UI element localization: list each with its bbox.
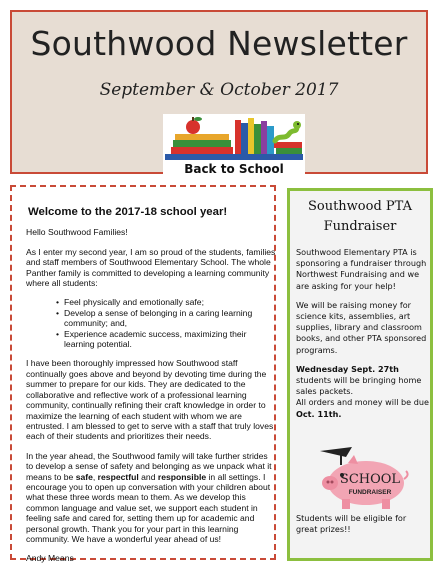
paragraph-text: and (138, 471, 158, 482)
pta-date-bold: Wednesday Sept. 27th (296, 363, 399, 374)
paragraph-text: in all settings. I encourage you to open up conversation with your children about what these three words mean to them. As we develop this common language and value set, we support each student in feeling safe and cared for, setting them up for academic and personal growth. Thank you for your part in this learning community. We have a wonderful year ahead of us! (26, 471, 271, 544)
back-to-school-image (163, 114, 305, 178)
list-item: • Feel physically and emotionally safe; (26, 297, 276, 307)
pta-date (296, 364, 430, 375)
piggy-bank-image (312, 445, 412, 515)
pig-subword: FUNDRAISER (348, 489, 392, 496)
pta-paragraph-4: All orders and money will be due (296, 397, 429, 408)
principal-letter (10, 185, 276, 564)
pta-fundraiser-box (287, 188, 433, 561)
word-safe: safe (75, 471, 93, 482)
piggy-bank-icon (312, 445, 412, 515)
pta-title (290, 197, 430, 237)
letter-paragraph-3 (26, 451, 276, 545)
pig-word: SCHOOL (339, 472, 401, 487)
page-title: Southwood Newsletter (30, 24, 408, 63)
back-to-school-caption: Back to School (184, 162, 284, 176)
welcome-heading: Welcome to the 2017-18 school year! (28, 206, 228, 218)
letter-paragraph-2: I have been thoroughly impressed how Southwood staff continually goes above and beyond by devoting time during the summer to prepare for our kids. They are dedicated to the collaborative and reflective work of a professional learning community, continually refining their craft knowledge in order to maximize the learning of each student with whom we are entrusted. I am blessed to get to serve with a staff that truly loves each of their students and prioritizes their needs. (26, 358, 274, 442)
newsletter-header (10, 10, 428, 174)
pta-body (296, 247, 430, 428)
books-apple-worm-icon (163, 114, 305, 166)
letter-paragraph-1: As I enter my second year, I am so proud of the students, families and staff members of Southwood Elementary School. The whole Panther family is committed to developing a learning community where all students: (26, 246, 276, 289)
word-responsible: responsible (157, 471, 207, 482)
signature: Andy Means (26, 553, 74, 564)
list-item: • Experience academic success, maximizing their learning potential. (26, 329, 276, 350)
pta-title-line-2: Fundraiser (323, 219, 397, 234)
goals-list (26, 297, 276, 349)
pta-paragraph-1: Southwood Elementary PTA is sponsoring a fundraiser through Northwest Fundraising and we are asking for your help! (296, 247, 427, 291)
paragraph-text: In the year ahead, the Southwood family will take further strides to develop a sense of safety and belonging as we unpack what it means to be (26, 450, 272, 482)
page-subtitle: September & October 2017 (99, 80, 339, 100)
pta-paragraph-2: We will be raising money for science kits, assemblies, art supplies, library and classroom books, and other PTA sponsored programs. (296, 299, 427, 355)
pta-paragraph-3: students will be bringing home sales packets. (296, 375, 422, 397)
pta-prizes: Students will be eligible for great prizes!! (296, 513, 407, 535)
pta-title-line-1: Southwood PTA (307, 199, 413, 214)
greeting: Hello Southwood Families! (26, 227, 128, 238)
list-item: • Develop a sense of belonging in a caring learning community; and, (26, 308, 276, 329)
word-respectful: respectful (97, 471, 139, 482)
pta-due-bold: Oct. 11th. (296, 408, 342, 419)
paragraph-text: , (92, 471, 98, 482)
pta-due-date (296, 409, 430, 420)
